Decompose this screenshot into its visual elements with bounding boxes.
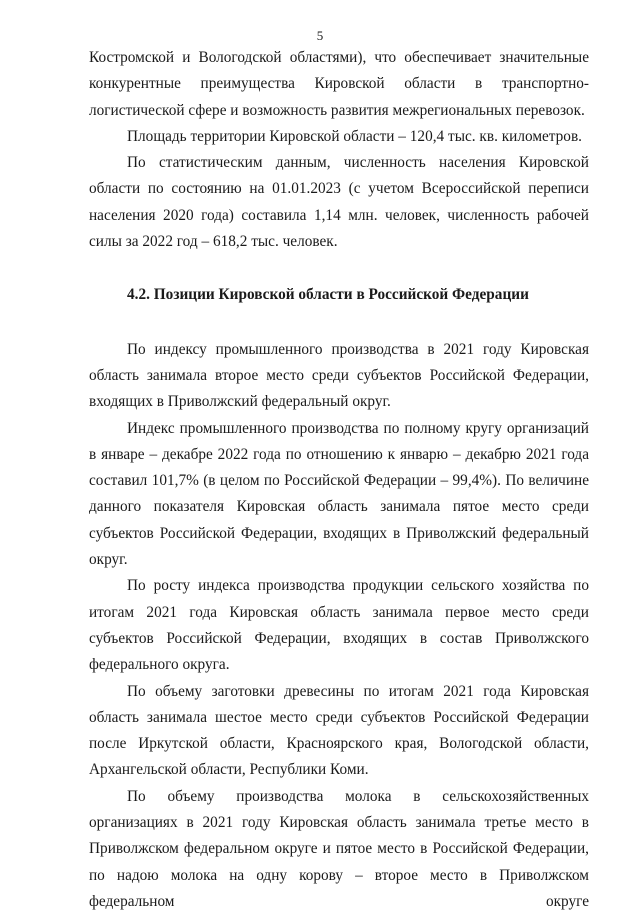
paragraph-transport-advantages: Костромской и Вологодской областями), что обеспечивает значительные конкурентные преимущества Кировской области в транспортно-логистической сфере и возможность развития межрегиональных перевозок. (89, 49, 589, 119)
spacer (89, 309, 589, 337)
page-number: 5 (316, 28, 324, 43)
paragraph-territory-area: Площадь территории Кировской области – 120,4 тыс. кв. километров. (127, 127, 583, 145)
paragraph-agriculture-index: По росту индекса производства продукции сельского хозяйства по итогам 2021 года Кировская область занимала первое место среди субъектов Российской Федерации, входящих в состав Приволжского федерального округа. (89, 577, 589, 674)
document-body (89, 45, 589, 915)
section-heading: 4.2. Позиции Кировской области в Российской Федерации (127, 286, 529, 304)
paragraph-milk-production: По объему производства молока в сельскохозяйственных организациях в 2021 году Кировская область занимала третье место в Приволжском федеральном округе и пятое место в Российской Федерации, по надою молока на одну корову – второе место в Приволжском федеральном округе (89, 787, 589, 910)
spacer (89, 255, 589, 282)
paragraph-population: По статистическим данным, численность населения Кировской области по состоянию на 01.01.2023 (с учетом Всероссийской переписи населения 2020 года) составила 1,14 млн. человек, численность рабочей силы за 2022 год – 618,2 тыс. человек. (89, 154, 589, 251)
paragraph-industrial-index-2022: Индекс промышленного производства по полному кругу организаций в январе – декабре 2022 года по отношению к январю – декабрю 2021 года составил 101,7% (в целом по Российской Федерации – 99,4%). По величине данного показателя Кировская область занимала пятое место среди субъектов Российской Федерации, входящих в Приволжский федеральный округ. (89, 419, 589, 569)
paragraph-industrial-index-2021: По индексу промышленного производства в 2021 году Кировская область занимала второе место среди субъектов Российской Федерации, входящих в Приволжский федеральный округ. (89, 340, 589, 411)
paragraph-timber-harvest: По объему заготовки древесины по итогам 2021 года Кировская область занимала шестое место среди субъектов Российской Федерации после Иркутской области, Красноярского края, Вологодской области, Архангельской области, Республики Коми. (89, 682, 589, 779)
